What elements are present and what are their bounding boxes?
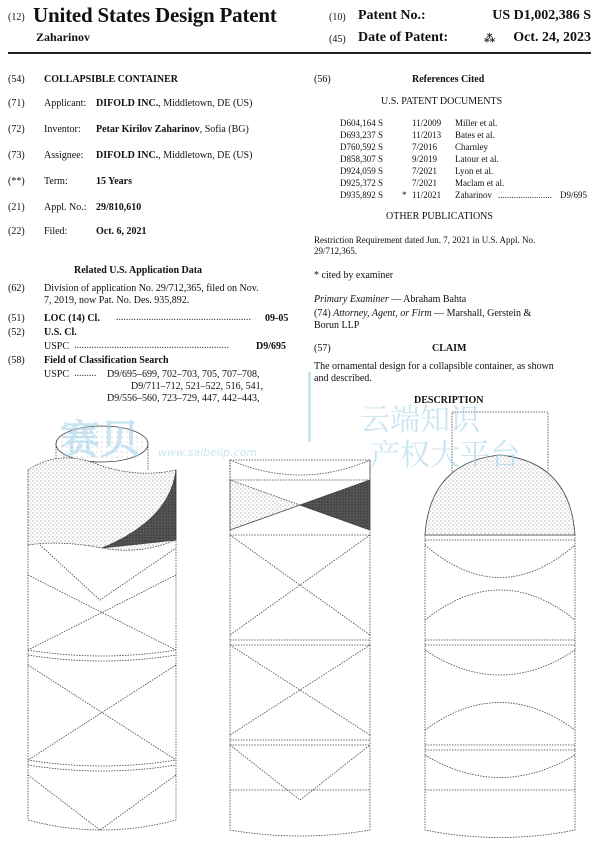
uspc-value: D9/695 [256,341,286,352]
ref-number: D858,307 S [340,154,384,164]
biblio-code: (54) [8,74,25,85]
ref-date: 11/2009 [412,118,442,128]
applicant-name: DIFOLD INC. [96,98,159,109]
claim-line-2: and described. [314,373,372,384]
assignee-name: DIFOLD INC. [96,150,159,161]
inventor-location: , Sofia (BG) [199,124,249,135]
biblio-code: (22) [8,226,25,237]
claim-heading: CLAIM [432,343,467,354]
ref-name: Lyon et al. [455,166,494,176]
claim-code: (57) [314,343,331,354]
biblio-code: (72) [8,124,25,135]
applicant-label: Applicant: [44,98,87,109]
ref-number: D925,372 S [340,178,384,188]
appl-no-value: 29/810,610 [96,202,142,213]
related-code-58: (58) [8,355,25,366]
attorney-line-2: Borun LLP [314,320,360,331]
patent-no-code: (10) [329,12,346,23]
inventor-short: Zaharinov [36,30,91,44]
ref-date: 9/2019 [412,154,438,164]
uspc-leader: .............................................................. [74,340,229,351]
figure-3-side [425,412,575,838]
ref-name: Bates et al. [455,130,495,140]
date-code: (45) [329,34,346,45]
filed-value: Oct. 6, 2021 [96,226,147,237]
ref-date: 11/2021 [412,190,442,200]
ref-number: D760,592 S [340,142,384,152]
biblio-code: (**) [8,176,25,187]
other-pub-line-2: 29/712,365. [314,246,358,256]
uscl-label: U.S. Cl. [44,327,77,338]
ref-leader: ........................ [498,190,552,200]
ref-date: 7/2021 [412,166,438,176]
doc-code-12: (12) [8,12,25,23]
ref-date: 7/2021 [412,178,438,188]
appl-no-label: Appl. No.: [44,202,87,213]
claim-line-1: The ornamental design for a collapsible container, as shown [314,361,554,372]
ref-date: 11/2013 [412,130,442,140]
ref-class: D9/695 [560,190,587,200]
watermark-divider [308,372,311,442]
ref-name: Zaharinov [455,190,492,200]
page-title: United States Design Patent [33,3,277,27]
ref-number: D924,059 S [340,166,384,176]
other-pub-line-1: Restriction Requirement dated Jun. 7, 2021 in U.S. Appl. No. [314,235,536,245]
related-code-51: (51) [8,313,25,324]
field-search-label: Field of Classification Search [44,355,169,366]
term-label: Term: [44,176,68,187]
uspc-label: USPC [44,341,70,352]
figure-2-front [230,460,370,836]
watermark-line-1: 云端知识 [360,403,480,438]
references-code: (56) [314,74,331,85]
field-line-1: D9/695–699, 702–703, 705, 707–708, [107,369,260,380]
ref-star: * [402,190,407,200]
attorney-code: (74) [314,308,331,319]
title-of-invention: COLLAPSIBLE CONTAINER [44,74,179,85]
ref-name: Charnley [455,142,488,152]
biblio-code: (73) [8,150,25,161]
references-heading: References Cited [412,74,485,85]
examiner-name: — Abraham Bahta [388,294,467,305]
date-mark: ⁂ [484,33,496,45]
ref-date: 7/2016 [412,142,438,152]
ref-name: Maclam et al. [455,178,505,188]
cited-by-examiner: * cited by examiner [314,270,394,281]
figure-1-perspective [28,426,176,830]
loc-value: 09-05 [265,313,289,324]
assignee-location: , Middletown, DE (US) [158,150,253,161]
watermark-brand: 赛贝 [60,417,140,463]
ref-number: D935,892 S [340,190,384,200]
loc-leader: ...................................................... [116,312,251,323]
inventor-name: Petar Kirilov Zaharinov [96,124,200,135]
watermark-line-2: 产权大平台 [370,438,520,473]
field-uspc-label: USPC [44,369,70,380]
date-label: Date of Patent: [358,30,449,45]
ref-name: Latour et al. [455,154,499,164]
loc-label: LOC (14) Cl. [44,313,100,324]
examiner-label: Primary Examiner [314,294,389,305]
description-heading: DESCRIPTION [414,395,484,406]
related-line-1: Division of application No. 29/712,365, filed on Nov. [44,283,259,294]
ref-number: D693,237 S [340,130,384,140]
inventor-label: Inventor: [44,124,81,135]
related-heading: Related U.S. Application Data [74,265,203,276]
ref-number: D604,164 S [340,118,384,128]
related-code-52: (52) [8,327,25,338]
biblio-code: (71) [8,98,25,109]
applicant-location: , Middletown, DE (US) [158,98,253,109]
ref-name: Miller et al. [455,118,498,128]
field-leader: ......... [74,368,97,379]
related-code-62: (62) [8,283,25,294]
filed-label: Filed: [44,226,68,237]
term-value: 15 Years [96,176,133,187]
us-patent-docs-heading: U.S. PATENT DOCUMENTS [381,96,503,107]
attorney-name: — Marshall, Gerstein & [431,308,532,319]
date-of-patent: Oct. 24, 2023 [513,30,591,45]
related-line-2: 7, 2019, now Pat. No. Des. 935,892. [44,295,190,306]
field-line-2: D9/711–712, 521–522, 516, 541, [131,381,264,392]
patent-no-label: Patent No.: [358,8,426,23]
patent-number: US D1,002,386 S [492,8,591,23]
other-publications-heading: OTHER PUBLICATIONS [386,211,493,222]
watermark-url: www.saibeiip.com [158,446,258,459]
biblio-code: (21) [8,202,25,213]
assignee-label: Assignee: [44,150,84,161]
field-line-3: D9/556–560, 723–729, 447, 442–443, [107,393,260,404]
attorney-label: Attorney, Agent, or Firm [333,308,432,319]
